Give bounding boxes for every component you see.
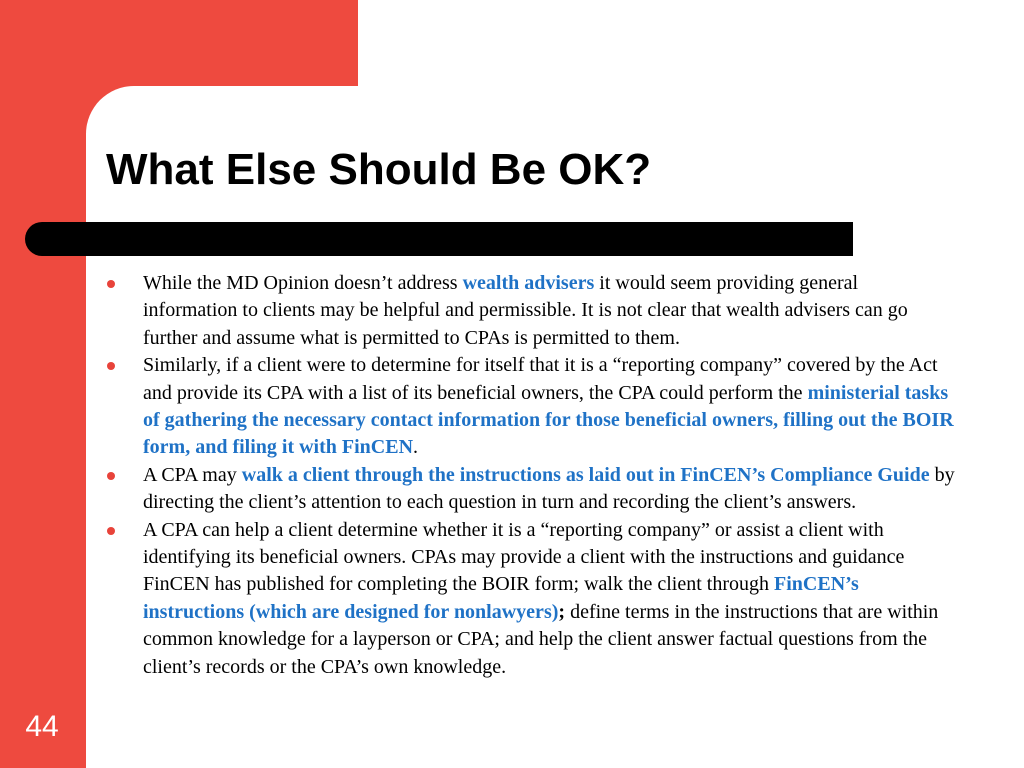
bullet-2-text-start: Similarly, if a client were to determine for itself that it is a “reporting company” covered by the Act and provide its CPA with a list of its beneficial owners, the CPA could perform the [143, 354, 938, 404]
bullet-dot-icon [107, 527, 115, 535]
bullet-1-text-end: it would seem providing general information to clients may be helpful and permissible. It is not clear that wealth advisers can go further and assume what is permitted to CPAs is permitted to them. [143, 272, 908, 349]
bullet-dot-icon [107, 472, 115, 480]
bullet-item-2 [106, 352, 956, 462]
bullet-1-highlight: wealth advisers [462, 272, 595, 294]
bullet-3-text-end: by directing the client’s attention to each question in turn and recording the client’s answers. [143, 463, 955, 514]
bullet-2-text-end: . [413, 436, 419, 459]
bullet-dot-icon [107, 280, 115, 288]
slide-title: What Else Should Be OK? [106, 145, 652, 194]
accent-left-band [0, 0, 86, 768]
bullet-list [106, 270, 956, 681]
page-number: 44 [25, 710, 59, 743]
bullet-4-highlight: FinCEN’s instructions (which are designed for nonlawyers) [143, 573, 859, 623]
bullet-1-text-start: While the MD Opinion doesn’t address [143, 272, 463, 294]
bullet-3-text-start: A CPA may [143, 463, 242, 486]
bullet-2-highlight: ministerial tasks of gathering the necessary contact information for those beneficial owners, filling out the BOIR form, and filing it with FinCEN [143, 381, 954, 459]
bullet-4-text-end: define terms in the instructions that are within common knowledge for a layperson or CPA; and help the client answer factual questions from the client’s records or the CPA’s own knowledge. [143, 600, 939, 678]
title-underline-bar [25, 222, 853, 256]
bullet-item-4 [106, 517, 956, 681]
bullet-4-highlight-punct: ; [558, 600, 566, 623]
bullet-3-highlight: walk a client through the instructions as laid out in FinCEN’s Compliance Guide [241, 463, 930, 486]
bullet-4-text-start: A CPA can help a client determine whether it is a “reporting company” or assist a client with identifying its beneficial owners. CPAs may provide a client with the instructions and guidance FinCEN has published for completing the BOIR form; walk the client through [143, 518, 905, 596]
bullet-item-3 [106, 462, 956, 517]
bullet-item-1 [106, 270, 956, 352]
bullet-dot-icon [107, 362, 115, 370]
